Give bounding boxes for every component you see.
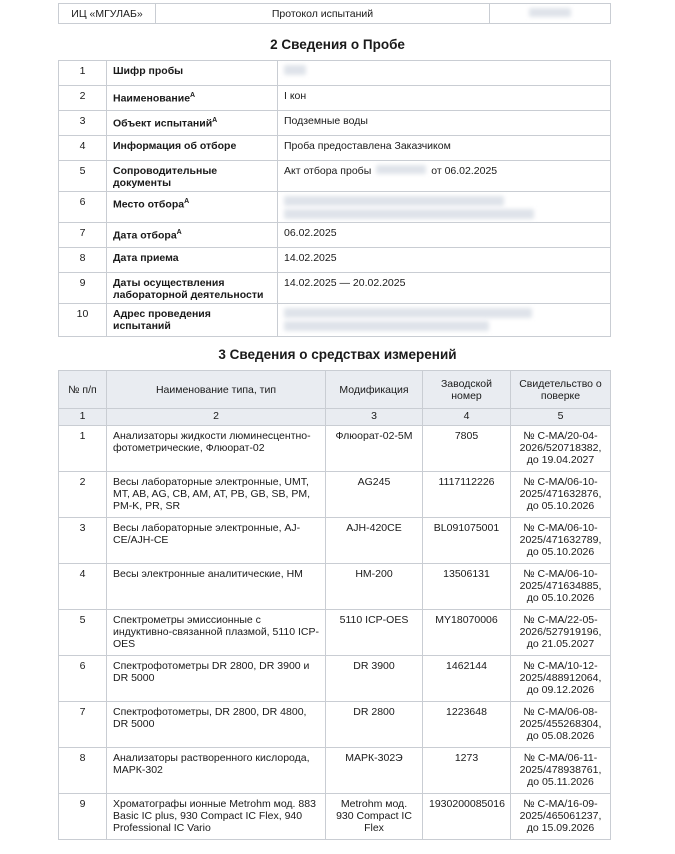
instrument-modification: AG245 <box>326 472 423 518</box>
verification-certificate: № С-МА/16-09-2025/465061237, до 15.09.2026 <box>511 794 611 840</box>
row-number: 10 <box>59 304 107 337</box>
col-header-certificate: Свидетельство о поверке <box>511 371 611 409</box>
sample-info-table <box>58 60 611 337</box>
instrument-name: Спектрофотометры, DR 2800, DR 4800, DR 5000 <box>107 702 326 748</box>
document-header <box>58 3 611 24</box>
instrument-row <box>59 794 611 840</box>
row-number: 8 <box>59 248 107 273</box>
verification-certificate: № С-МА/10-12-2025/488912064, до 09.12.2026 <box>511 656 611 702</box>
field-label: Объект испытаний$^А$ <box>107 111 278 136</box>
instrument-serial: BL091075001 <box>423 518 511 564</box>
field-value: I кон <box>278 86 611 111</box>
row-number: 2 <box>59 86 107 111</box>
row-number: 3 <box>59 111 107 136</box>
col-header-name: Наименование типа, тип <box>107 371 326 409</box>
instrument-modification: Флюорат-02-5М <box>326 426 423 472</box>
row-number: 6 <box>59 192 107 223</box>
org-name: ИЦ «МГУЛАБ» <box>59 4 156 24</box>
field-label: Дата отбора$^А$ <box>107 223 278 248</box>
verification-certificate: № С-МА/06-08-2025/455268304, до 05.08.2026 <box>511 702 611 748</box>
sample-info-row <box>59 248 611 273</box>
instrument-name: Весы электронные аналитические, HM <box>107 564 326 610</box>
col-index: 5 <box>511 409 611 426</box>
instrument-name: Спектрометры эмиссионные с индуктивно-связанной плазмой, 5110 ICP-OES <box>107 610 326 656</box>
col-index: 1 <box>59 409 107 426</box>
document-title: Протокол испытаний <box>156 4 490 24</box>
verification-certificate: № С-МА/06-10-2025/471634885, до 05.10.2026 <box>511 564 611 610</box>
section-3-title: 3 Сведения о средствах измерений <box>218 347 457 362</box>
sample-info-row <box>59 136 611 161</box>
instrument-serial: 1223648 <box>423 702 511 748</box>
field-value: Акт отбора пробы от 06.02.2025 <box>278 161 611 192</box>
sample-info-row <box>59 304 611 337</box>
redacted-text <box>284 308 532 318</box>
sample-info-row <box>59 111 611 136</box>
redacted-text <box>284 65 306 75</box>
footnote-mark: А <box>190 92 196 99</box>
col-index: 4 <box>423 409 511 426</box>
sample-info-row <box>59 161 611 192</box>
instrument-serial: 1930200085016 <box>423 794 511 840</box>
row-number: 2 <box>59 472 107 518</box>
redacted-text <box>376 165 426 174</box>
field-value: 14.02.2025 <box>278 248 611 273</box>
instrument-name: Хроматографы ионные Metrohm мод. 883 Basic IC plus, 930 Compact IC Flex, 940 Professional IC Vario <box>107 794 326 840</box>
field-value: Подземные воды <box>278 111 611 136</box>
row-number: 1 <box>59 61 107 86</box>
footnote-mark: А <box>176 229 182 236</box>
instrument-modification: DR 2800 <box>326 702 423 748</box>
redacted-text <box>284 321 489 331</box>
sample-info-row <box>59 61 611 86</box>
col-header-modification: Модификация <box>326 371 423 409</box>
field-label: Сопроводительные документы <box>107 161 278 192</box>
col-header-number: № п/п <box>59 371 107 409</box>
verification-certificate: № С-МА/06-10-2025/471632789, до 05.10.2026 <box>511 518 611 564</box>
row-number: 3 <box>59 518 107 564</box>
instrument-serial: MY18070006 <box>423 610 511 656</box>
sample-info-row <box>59 223 611 248</box>
field-label: Информация об отборе <box>107 136 278 161</box>
row-number: 6 <box>59 656 107 702</box>
field-label: Наименование$^А$ <box>107 86 278 111</box>
field-label: Даты осуществления лабораторной деятельности <box>107 273 278 304</box>
row-number: 9 <box>59 794 107 840</box>
instrument-modification: HM-200 <box>326 564 423 610</box>
verification-certificate: № С-МА/20-04-2026/520718382, до 19.04.2027 <box>511 426 611 472</box>
sample-info-row <box>59 273 611 304</box>
row-number: 7 <box>59 223 107 248</box>
field-value <box>278 61 611 86</box>
field-label: Шифр пробы <box>107 61 278 86</box>
row-number: 9 <box>59 273 107 304</box>
instrument-serial: 1273 <box>423 748 511 794</box>
row-number: 5 <box>59 161 107 192</box>
instrument-row <box>59 472 611 518</box>
field-label: Адрес проведения испытаний <box>107 304 278 337</box>
verification-certificate: № С-МА/06-10-2025/471632876, до 05.10.2026 <box>511 472 611 518</box>
sample-info-row <box>59 192 611 223</box>
instrument-serial: 1117112226 <box>423 472 511 518</box>
field-label: Место отбора$^А$ <box>107 192 278 223</box>
row-number: 5 <box>59 610 107 656</box>
verification-certificate: № С-МА/22-05-2026/527919196, до 21.05.2027 <box>511 610 611 656</box>
instrument-row <box>59 564 611 610</box>
row-number: 8 <box>59 748 107 794</box>
instrument-row <box>59 656 611 702</box>
row-number: 1 <box>59 426 107 472</box>
instrument-row <box>59 518 611 564</box>
row-number: 4 <box>59 564 107 610</box>
footnote-mark: А <box>184 198 190 205</box>
instrument-modification: МАРК-302Э <box>326 748 423 794</box>
protocol-number-redacted <box>490 4 611 24</box>
instrument-name: Весы лабораторные электронные, UMT, MT, AB, AG, CB, AM, AT, PB, GB, SB, PM, PM-K, PR, SR <box>107 472 326 518</box>
instrument-modification: Metrohm мод. 930 Compact IC Flex <box>326 794 423 840</box>
instrument-modification: AJH-420CE <box>326 518 423 564</box>
field-value <box>278 192 611 223</box>
instrument-serial: 7805 <box>423 426 511 472</box>
footnote-mark: А <box>212 117 218 124</box>
verification-certificate: № С-МА/06-11-2025/478938761, до 05.11.2026 <box>511 748 611 794</box>
instrument-modification: DR 3900 <box>326 656 423 702</box>
instrument-row <box>59 426 611 472</box>
instrument-modification: 5110 ICP-OES <box>326 610 423 656</box>
col-index: 3 <box>326 409 423 426</box>
instrument-row <box>59 748 611 794</box>
column-index-row <box>59 409 611 426</box>
row-number: 7 <box>59 702 107 748</box>
redacted-text <box>284 196 504 206</box>
instruments-table <box>58 370 611 840</box>
instruments-header-row <box>59 371 611 409</box>
instrument-serial: 13506131 <box>423 564 511 610</box>
field-value: 14.02.2025 — 20.02.2025 <box>278 273 611 304</box>
field-value <box>278 304 611 337</box>
instrument-row <box>59 610 611 656</box>
instrument-name: Анализаторы растворенного кислорода, МАРК-302 <box>107 748 326 794</box>
field-label: Дата приема <box>107 248 278 273</box>
instrument-name: Спектрофотометры DR 2800, DR 3900 и DR 5000 <box>107 656 326 702</box>
field-value: Проба предоставлена Заказчиком <box>278 136 611 161</box>
row-number: 4 <box>59 136 107 161</box>
instrument-name: Анализаторы жидкости люминесцентно-фотометрические, Флюорат-02 <box>107 426 326 472</box>
field-value: 06.02.2025 <box>278 223 611 248</box>
instrument-row <box>59 702 611 748</box>
redacted-text <box>284 209 534 219</box>
instrument-serial: 1462144 <box>423 656 511 702</box>
section-2-title: 2 Сведения о Пробе <box>270 37 405 52</box>
sample-info-row <box>59 86 611 111</box>
col-header-serial: Заводской номер <box>423 371 511 409</box>
instrument-name: Весы лабораторные электронные, AJ-CE/AJH-CE <box>107 518 326 564</box>
col-index: 2 <box>107 409 326 426</box>
